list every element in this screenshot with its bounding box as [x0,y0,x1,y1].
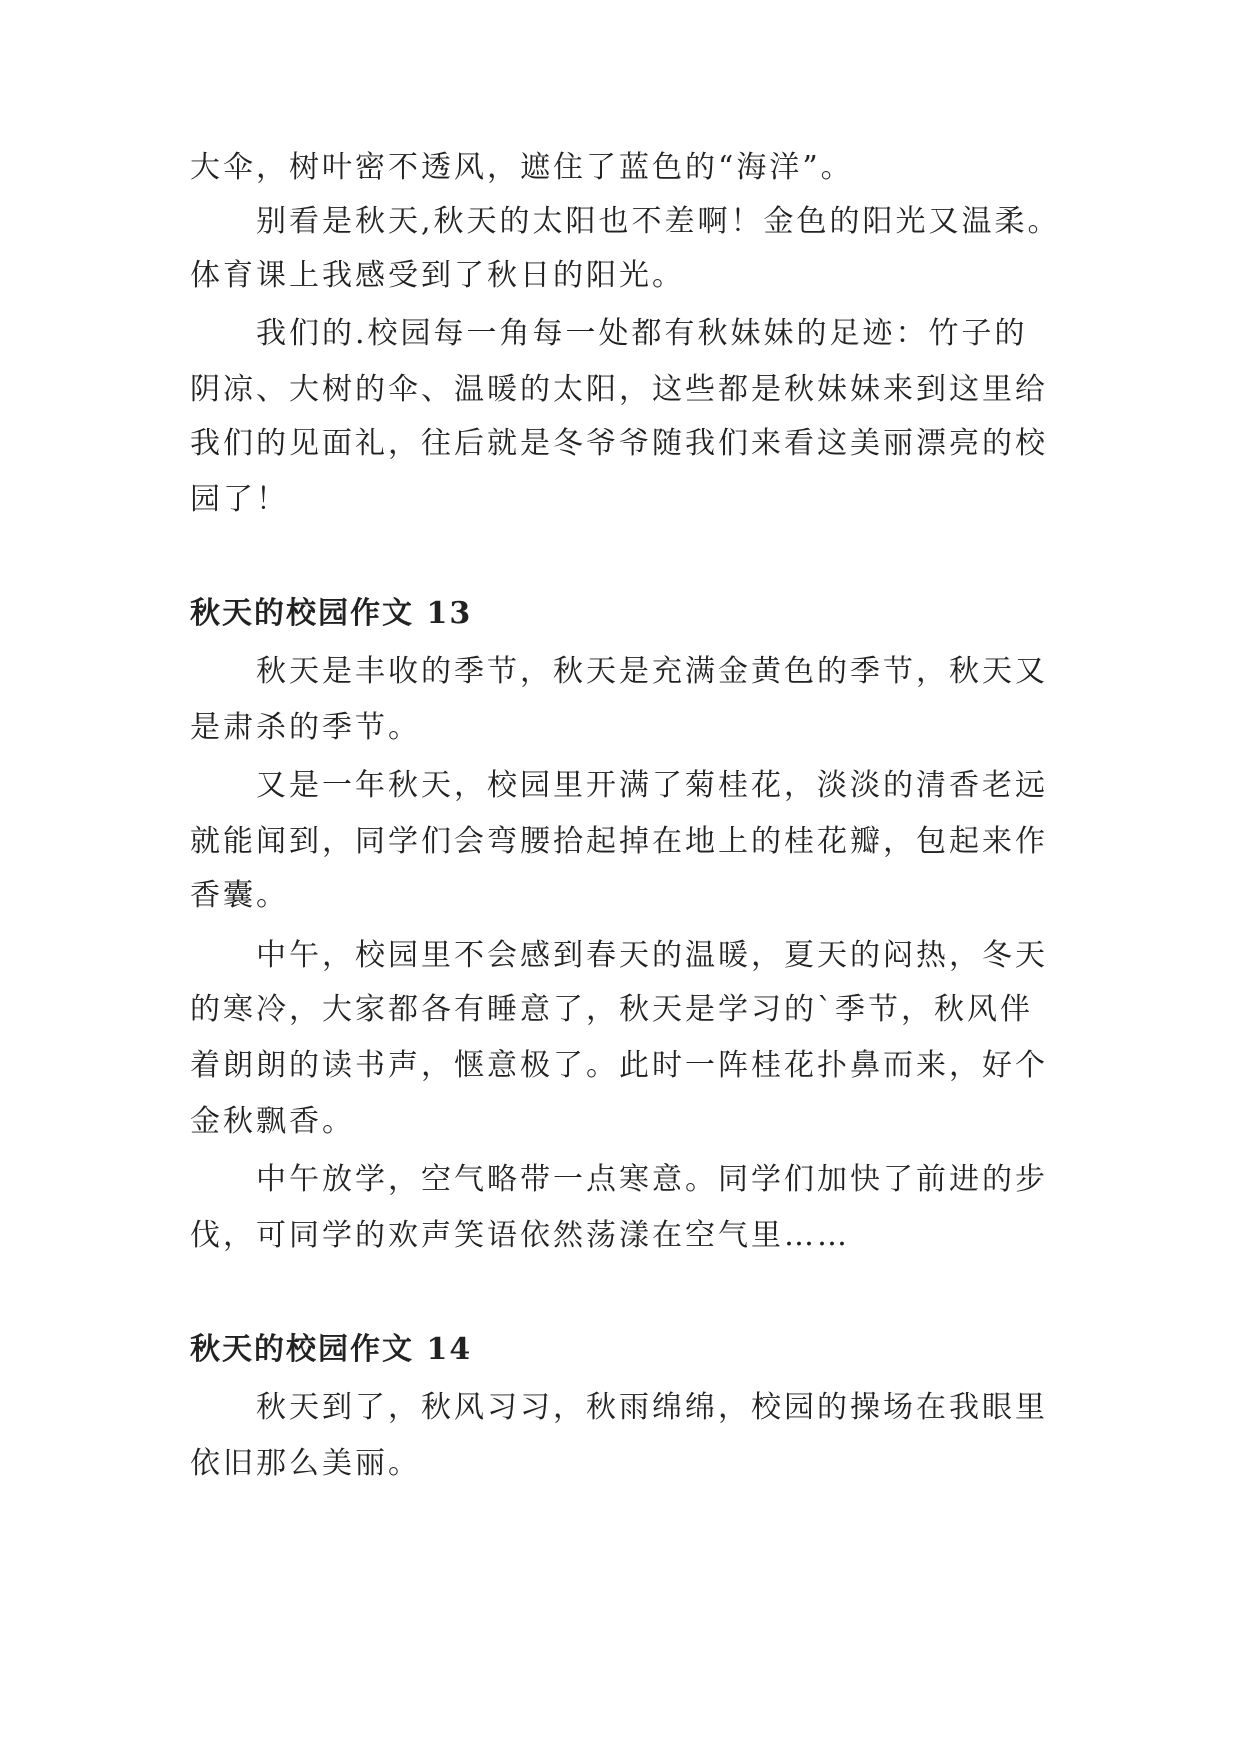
paragraph-line: 伐，可同学的欢声笑语依然荡漾在空气里…… [190,1218,850,1253]
paragraph-line: 香囊。 [190,878,289,913]
paragraph-line: 金秋飘香。 [190,1104,355,1139]
paragraph-line: 我们的.校园每一角每一处都有秋妹妹的足迹：竹子的 [256,316,1028,351]
paragraph-line: 依旧那么美丽。 [190,1446,421,1481]
paragraph-line: 又是一年秋天，校园里开满了菊桂花，淡淡的清香老远 [256,768,1048,803]
paragraph-line: 的寒冷，大家都各有睡意了，秋天是学习的`季节，秋风伴 [190,992,1033,1027]
paragraph-line: 我们的见面礼，往后就是冬爷爷随我们来看这美丽漂亮的校 [190,426,1048,461]
section-heading: 秋天的校园作文 13 [190,596,473,631]
paragraph-line: 就能闻到，同学们会弯腰拾起掉在地上的桂花瓣，包起来作 [190,824,1048,859]
paragraph-line: 别看是秋天,秋天的太阳也不差啊！金色的阳光又温柔。 [256,204,1061,239]
paragraph-line: 秋天是丰收的季节，秋天是充满金黄色的季节，秋天又 [256,654,1048,689]
paragraph-line: 体育课上我感受到了秋日的阳光。 [190,258,685,293]
paragraph-line: 园了！ [190,482,289,517]
paragraph-line: 中午放学，空气略带一点寒意。同学们加快了前进的步 [256,1162,1048,1197]
paragraph-line: 着朗朗的读书声，惬意极了。此时一阵桂花扑鼻而来，好个 [190,1048,1048,1083]
paragraph-line: 是肃杀的季节。 [190,710,421,745]
section-heading: 秋天的校园作文 14 [190,1332,473,1367]
paragraph-line: 大伞，树叶密不透风，遮住了蓝色的“海洋”。 [190,150,854,185]
paragraph-line: 秋天到了，秋风习习，秋雨绵绵，校园的操场在我眼里 [256,1390,1048,1425]
paragraph-line: 中午，校园里不会感到春天的温暖，夏天的闷热，冬天 [256,938,1048,973]
paragraph-line: 阴凉、大树的伞、温暖的太阳，这些都是秋妹妹来到这里给 [190,372,1048,407]
